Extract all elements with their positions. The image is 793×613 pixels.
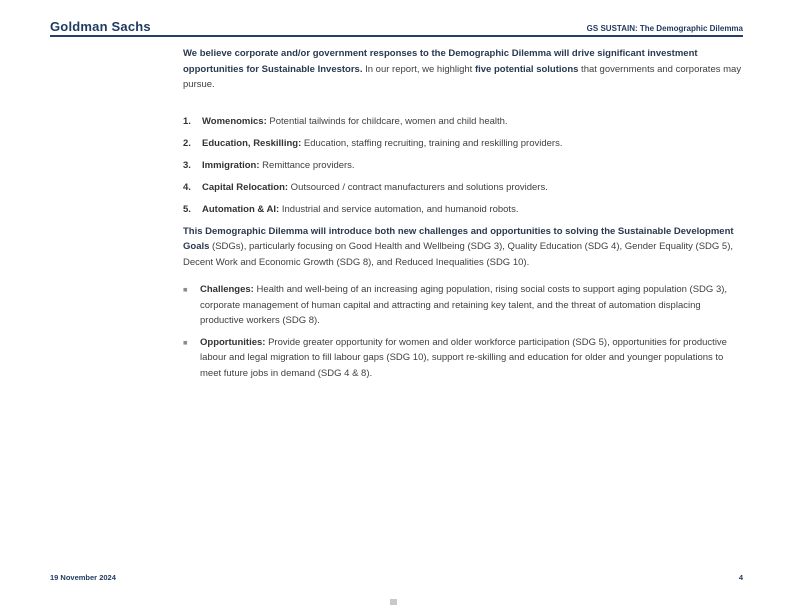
list-item-body: Outsourced / contract manufacturers and solutions providers. [288, 181, 548, 193]
bullet-list [183, 282, 743, 381]
square-bullet-icon: ■ [183, 285, 188, 294]
list-item-label: Immigration: [202, 159, 260, 171]
list-item [183, 180, 743, 196]
list-item-text [202, 136, 562, 152]
bullet-label: Opportunities: [200, 336, 266, 348]
bullet-text [200, 282, 743, 329]
solutions-list [183, 114, 743, 218]
header-rule [50, 35, 743, 37]
list-item-label: Automation & AI: [202, 203, 280, 215]
list-item-label: Capital Relocation: [202, 181, 289, 193]
list-item [183, 202, 743, 218]
report-title: GS SUSTAIN: The Demographic Dilemma [586, 24, 743, 33]
intro-paragraph: We believe corporate and/or government responses to the Demographic Dilemma will drive significant investment opportunities for Sustainable Investors. In our report, we highlight five potential solutions that governments and corporates may pursue. [183, 48, 742, 90]
sdg-paragraph: This Demographic Dilemma will introduce both new challenges and opportunities to solving the Sustainable Development Goals (SDGs), particularly focusing on Good Health and Wellbeing (SDG 3), Quality Education (SDG 4), Gender Equality (SDG 5), Decent Work and Economic Growth (SDG 8), and Reduced Inequalities (SDG 10). [183, 225, 734, 268]
bullet-item [183, 282, 743, 329]
list-item-body: Remittance providers. [259, 159, 355, 171]
list-number: 4. [183, 181, 191, 193]
list-item-text [202, 202, 518, 218]
bullet-label: Challenges: [200, 284, 254, 295]
footer-date: 19 November 2024 [50, 573, 116, 582]
list-number: 1. [183, 115, 191, 127]
list-item-text [202, 114, 508, 130]
list-number: 3. [183, 159, 191, 171]
bullet-item [183, 335, 743, 382]
bullet-body: Health and well-being of an increasing aging population, rising social costs to support aging population (SDG 3), corporate management of human capital and attracting and retaining key talent, and the threat of automation displacing productive workers (SDG 8). [200, 284, 728, 326]
bullet-body: Provide greater opportunity for women and older workforce participation (SDG 5), opportunities for productive labour and legal migration to fill labour gaps (SDG 10), support re-skilling and education for older and younger populations to meet future jobs in demand (SDG 4 & 8). [200, 336, 727, 379]
content-column [183, 46, 743, 387]
list-item-body: Potential tailwinds for childcare, women and child health. [266, 115, 508, 127]
square-bullet-icon: ■ [183, 337, 188, 347]
page-header [50, 19, 743, 34]
page-footer [50, 573, 743, 582]
bullet-text [200, 335, 743, 382]
page-number: 4 [738, 573, 743, 582]
brand-logo: Goldman Sachs [50, 19, 151, 34]
page-break-marker [390, 599, 397, 605]
list-item-label: Womenomics: [202, 115, 267, 127]
list-item [183, 136, 743, 152]
list-item-text [202, 180, 548, 196]
list-item [183, 158, 743, 174]
list-number: 5. [183, 203, 191, 215]
list-item [183, 114, 743, 130]
list-item-text [202, 158, 355, 174]
list-number: 2. [183, 137, 191, 149]
list-item-body: Education, staffing recruiting, training and reskilling providers. [301, 137, 563, 149]
list-item-body: Industrial and service automation, and humanoid robots. [279, 203, 519, 215]
list-item-label: Education, Reskilling: [202, 137, 302, 149]
